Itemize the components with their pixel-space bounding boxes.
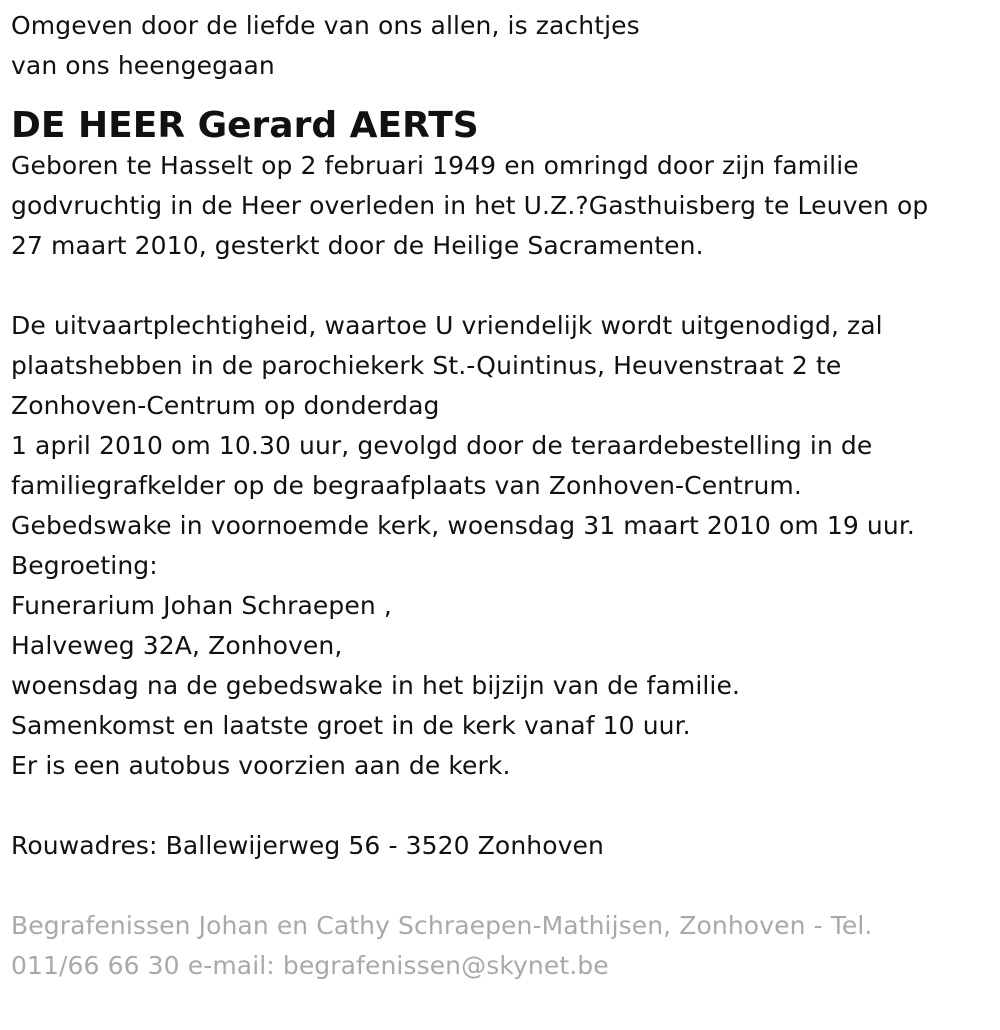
paragraph-line: Halveweg 32A, Zonhoven, — [11, 631, 343, 660]
footer-line: Begrafenissen Johan en Cathy Schraepen-Mathijsen, Zonhoven - Tel. — [11, 911, 873, 940]
paragraph-line: 27 maart 2010, gesterkt door de Heilige Sacramenten. — [11, 231, 704, 260]
ceremony-paragraph — [11, 306, 1000, 786]
intro-line: Omgeven door de liefde van ons allen, is zachtjes — [11, 11, 640, 40]
intro-line: van ons heengegaan — [11, 51, 275, 80]
spacer — [11, 866, 1000, 906]
paragraph-line: Geboren te Hasselt op 2 februari 1949 en omringd door zijn familie — [11, 151, 859, 180]
address-line: Rouwadres: Ballewijerweg 56 - 3520 Zonhoven — [11, 831, 604, 860]
footer-line: 011/66 66 30 e-mail: begrafenissen@skynet.be — [11, 951, 609, 980]
paragraph-line: plaatshebben in de parochiekerk St.-Quintinus, Heuvenstraat 2 te — [11, 351, 842, 380]
paragraph-line: Zonhoven-Centrum op donderdag — [11, 391, 440, 420]
paragraph-line: De uitvaartplechtigheid, waartoe U vriendelijk wordt uitgenodigd, zal — [11, 311, 883, 340]
paragraph-line: woensdag na de gebedswake in het bijzijn van de familie. — [11, 671, 741, 700]
birth-death-paragraph — [11, 146, 1000, 266]
spacer — [11, 786, 1000, 826]
paragraph-line: godvruchtig in de Heer overleden in het U.Z.?Gasthuisberg te Leuven op — [11, 191, 929, 220]
paragraph-line: Gebedswake in voornoemde kerk, woensdag 31 maart 2010 om 19 uur. — [11, 511, 915, 540]
mourning-address — [11, 826, 1000, 866]
funeral-director-footer — [11, 906, 1000, 986]
paragraph-line: Begroeting: — [11, 551, 158, 580]
paragraph-line: Er is een autobus voorzien aan de kerk. — [11, 751, 511, 780]
paragraph-line: Samenkomst en laatste groet in de kerk vanaf 10 uur. — [11, 711, 691, 740]
paragraph-line: Funerarium Johan Schraepen , — [11, 591, 392, 620]
deceased-name: DE HEER Gerard AERTS — [11, 105, 479, 146]
intro-text — [11, 6, 1000, 86]
spacer — [11, 266, 1000, 306]
paragraph-line: familiegrafkelder op de begraafplaats van Zonhoven-Centrum. — [11, 471, 802, 500]
paragraph-line: 1 april 2010 om 10.30 uur, gevolgd door de teraardebestelling in de — [11, 431, 873, 460]
